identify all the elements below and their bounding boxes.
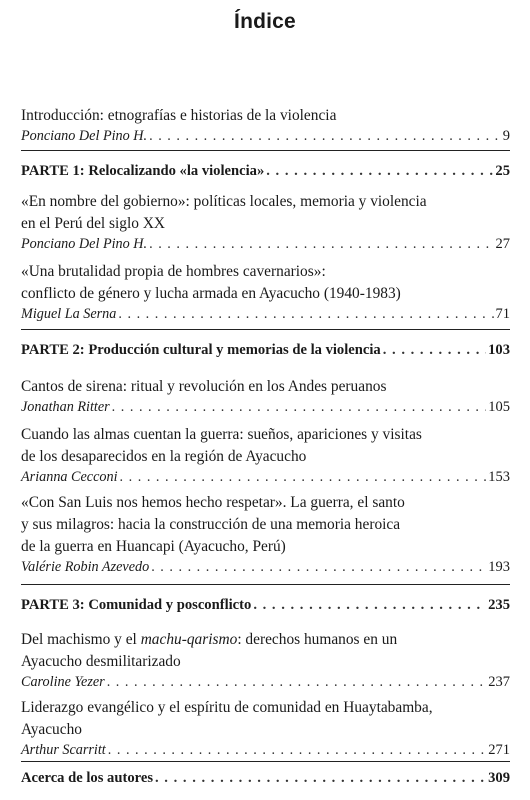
toc-part-3[interactable]: [21, 595, 510, 615]
entry-author: Jonathan Ritter: [21, 399, 110, 415]
toc-entry-una-brutalidad[interactable]: [21, 261, 510, 324]
part-label: PARTE 3: Comunidad y posconflicto: [21, 597, 252, 613]
entry-page-number: 105: [488, 399, 510, 415]
entry-title-line: en el Perú del siglo XX: [21, 215, 166, 232]
entry-page-number: 27: [495, 236, 510, 252]
italic-term: machu-qarismo: [140, 631, 238, 648]
toc-entry-en-nombre-del-gobierno[interactable]: [21, 191, 510, 254]
entry-author: Valérie Robin Azevedo: [21, 559, 150, 575]
entry-author: Ponciano Del Pino H.: [21, 236, 148, 252]
entry-page-number: 153: [488, 469, 510, 485]
entry-title-line: «Una brutalidad propia de hombres cavernarios»:: [21, 263, 326, 280]
part-label: PARTE 1: Relocalizando «la violencia»: [21, 163, 265, 179]
entry-author-row: [21, 558, 510, 577]
entry-author-row: [21, 468, 510, 487]
dot-leader: [151, 558, 486, 577]
dot-leader: [149, 235, 493, 254]
entry-author-row: [21, 127, 510, 146]
toc-acerca-de-los-autores[interactable]: [21, 768, 510, 788]
divider: [21, 329, 510, 330]
toc-entry-con-san-luis[interactable]: [21, 492, 510, 577]
dot-leader: [107, 673, 487, 692]
dot-leader: [383, 340, 486, 360]
entry-author: Miguel La Serna: [21, 306, 117, 322]
entry-author-row: [21, 398, 510, 417]
entry-author-row: [21, 305, 510, 324]
dot-leader: [108, 741, 487, 760]
toc-part-1[interactable]: [21, 161, 510, 181]
entry-author-row: [21, 741, 510, 760]
entry-title-line: Cantos de sirena: ritual y revolución en los Andes peruanos: [21, 378, 387, 395]
entry-author-row: [21, 673, 510, 692]
toc-part-2[interactable]: [21, 340, 510, 360]
entry-title-line: Ayacucho desmilitarizado: [21, 653, 181, 670]
part-label: Acerca de los autores: [21, 770, 153, 786]
entry-page-number: 271: [488, 742, 510, 758]
dot-leader: [155, 768, 486, 788]
entry-page-number: 193: [488, 559, 510, 575]
part-page-number: 235: [488, 597, 510, 613]
part-label: PARTE 2: Producción cultural y memorias de la violencia: [21, 342, 381, 358]
entry-title-line: y sus milagros: hacia la construcción de una memoria heroica: [21, 516, 401, 533]
entry-title-line: conflicto de género y lucha armada en Ayacucho (1940-1983): [21, 285, 401, 302]
entry-author: Arianna Cecconi: [21, 469, 118, 485]
entry-author: Caroline Yezer: [21, 674, 105, 690]
entry-title-line: Ayacucho: [21, 721, 82, 738]
part-page-number: 103: [488, 342, 510, 358]
entry-page-number: 71: [495, 306, 510, 322]
divider: [21, 761, 510, 762]
entry-page-number: 9: [502, 128, 510, 144]
entry-title-line: Del machismo y el machu-qarismo: derechos humanos en un: [21, 631, 398, 648]
entry-title-line: «En nombre del gobierno»: políticas locales, memoria y violencia: [21, 193, 427, 210]
entry-page-number: 237: [488, 674, 510, 690]
part-page-number: 309: [488, 770, 510, 786]
entry-author-row: [21, 235, 510, 254]
dot-leader: [118, 305, 493, 324]
toc-entry-liderazgo-evangelico[interactable]: [21, 697, 510, 760]
entry-title-line: «Con San Luis nos hemos hecho respetar». La guerra, el santo: [21, 494, 405, 511]
dot-leader: [149, 127, 501, 146]
toc-entry-del-machismo[interactable]: [21, 629, 510, 692]
entry-title-line: de la guerra en Huancapi (Ayacucho, Perú): [21, 538, 286, 555]
dot-leader: [266, 161, 493, 181]
entry-author: Arthur Scarritt: [21, 742, 106, 758]
toc-entry-introduccion[interactable]: [21, 105, 510, 146]
dot-leader: [120, 468, 487, 487]
toc-entry-cantos-de-sirena[interactable]: [21, 376, 510, 417]
dot-leader: [253, 595, 486, 615]
divider: [21, 584, 510, 585]
entry-title-line: Introducción: etnografías e historias de la violencia: [21, 107, 337, 124]
part-page-number: 25: [495, 163, 510, 179]
entry-title-line: Cuando las almas cuentan la guerra: sueños, apariciones y visitas: [21, 426, 422, 443]
toc-entry-cuando-las-almas[interactable]: [21, 424, 510, 487]
dot-leader: [112, 398, 487, 417]
entry-title-line: Liderazgo evangélico y el espíritu de comunidad en Huaytabamba,: [21, 699, 433, 716]
entry-author: Ponciano Del Pino H.: [21, 128, 148, 144]
divider: [21, 150, 510, 151]
page-title: Índice: [234, 10, 296, 33]
entry-title-line: de los desaparecidos en la región de Ayacucho: [21, 448, 307, 465]
